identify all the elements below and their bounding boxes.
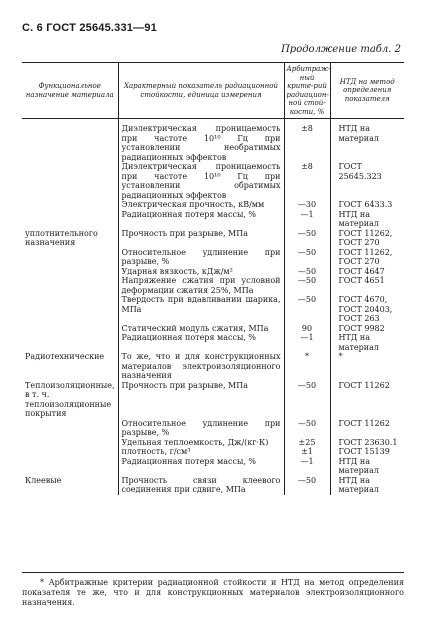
characteristic-cell: Напряжение сжатия при условной деформации сжатия 25%, МПа <box>118 276 284 295</box>
criterion-cell: —1 <box>284 333 330 352</box>
func-cell <box>22 119 118 163</box>
func-cell <box>22 419 118 438</box>
characteristic-cell: Твердость при вдавливании шарика, МПа <box>118 295 284 324</box>
table-row <box>22 276 404 295</box>
column-header-characteristic: Характерный показатель радиационной стойкости, единица измерения <box>118 63 284 119</box>
criterion-cell: —50 <box>284 295 330 324</box>
func-cell: Теплоизоляционные, в т. ч. теплоизоляционные покрытия <box>22 381 118 419</box>
func-cell <box>22 276 118 295</box>
criterion-cell: * <box>284 352 330 381</box>
criterion-cell: —30 <box>284 200 330 210</box>
characteristic-cell: Электрическая прочность, кВ/мм <box>118 200 284 210</box>
table-row <box>22 295 404 324</box>
characteristic-cell: Ударная вязкость, кДж/м² <box>118 267 284 277</box>
page-header: С. 6 ГОСТ 25645.331—91 <box>22 22 157 34</box>
table-row <box>22 447 404 457</box>
table-body <box>22 119 404 495</box>
ntd-cell: ГОСТ 15139 <box>338 447 390 456</box>
ntd-cell: * <box>338 352 343 361</box>
func-cell <box>22 447 118 457</box>
table-row <box>22 333 404 352</box>
ntd-cell: НТД на материал <box>338 475 379 494</box>
characteristic-cell: Прочность при разрыве, МПа <box>118 381 284 419</box>
ntd-cell: ГОСТ 11262, ГОСТ 270 <box>338 228 393 247</box>
characteristic-cell: Статический модуль сжатия, МПа <box>118 324 284 334</box>
characteristic-cell: Относительное удлинение при разрыве, % <box>118 248 284 267</box>
table-row <box>22 267 404 277</box>
ntd-cell: НТД на материал <box>338 456 379 475</box>
characteristic-cell: Прочность при разрыве, МПа <box>118 229 284 248</box>
ntd-cell: ГОСТ 9982 <box>338 323 385 333</box>
characteristic-cell: Диэлектрическая проницаемость при частоте 10¹⁰ Гц при установлении необратимых радиационных эффектов <box>118 119 284 163</box>
func-cell <box>22 200 118 210</box>
ntd-cell: ГОСТ 4647 <box>338 266 385 276</box>
func-cell <box>22 248 118 267</box>
func-cell <box>22 324 118 334</box>
characteristic-cell: плотность, г/см³ <box>118 447 284 457</box>
characteristic-cell: Диэлектрическая проницаемость при частоте 10¹⁰ Гц при установлении обратимых радиационных эффектов <box>118 162 284 200</box>
table-row <box>22 162 404 200</box>
ntd-cell: НТД на материал <box>338 124 379 143</box>
criterion-cell: —1 <box>284 457 330 476</box>
func-cell <box>22 457 118 476</box>
criterion-cell: ±25 <box>284 438 330 448</box>
func-cell <box>22 210 118 229</box>
characteristic-cell: Радиационная потеря массы, % <box>118 333 284 352</box>
table-row <box>22 352 404 381</box>
func-cell <box>22 438 118 448</box>
ntd-cell: ГОСТ 25645.323 <box>338 162 382 181</box>
table-row <box>22 457 404 476</box>
ntd-cell: ГОСТ 6433.3 <box>338 200 393 209</box>
table-row <box>22 248 404 267</box>
func-cell: Радиотехнические <box>22 352 118 381</box>
func-cell <box>22 333 118 352</box>
criterion-cell: ±8 <box>284 162 330 200</box>
characteristic-cell: Радиационная потеря массы, % <box>118 457 284 476</box>
func-cell: уплотнительного назначения <box>22 229 118 248</box>
table-row <box>22 229 404 248</box>
criterion-cell: ±8 <box>284 119 330 163</box>
characteristic-cell: Прочность связи клеевого соединения при сдвиге, МПа <box>118 476 284 495</box>
ntd-cell: НТД на материал <box>338 333 379 352</box>
ntd-cell: ГОСТ 4651 <box>338 276 385 285</box>
table-row <box>22 419 404 438</box>
func-cell: Клеевые <box>22 476 118 495</box>
ntd-cell: ГОСТ 4670, ГОСТ 20403, ГОСТ 263 <box>338 295 393 323</box>
footnote: * Арбитражные критерии радиационной стойкости и НТД на метод определения показателя те же, что и для конструкционных материалов электроизоляционного назначения. <box>22 578 404 607</box>
criterion-cell: —1 <box>284 210 330 229</box>
table-continuation-label: Продолжение табл. 2 <box>281 44 401 55</box>
column-header-criterion: Арбитраж-ный крите-рий радиацион-ной стой-кости, % <box>284 63 330 119</box>
ntd-cell: ГОСТ 11262, ГОСТ 270 <box>338 247 393 266</box>
func-cell <box>22 162 118 200</box>
characteristic-cell: То же, что и для конструкционных материалов электроизоляционного назначения <box>118 352 284 381</box>
criterion-cell: —50 <box>284 267 330 277</box>
criterion-cell: —50 <box>284 276 330 295</box>
table-row <box>22 324 404 334</box>
ntd-cell: НТД на материал <box>338 209 379 228</box>
ntd-cell: ГОСТ 11262 <box>338 380 390 390</box>
criterion-cell: —50 <box>284 419 330 438</box>
table-header-row <box>22 63 404 119</box>
characteristic-cell: Относительное удлинение при разрыве, % <box>118 419 284 438</box>
ntd-cell: ГОСТ 23630.1 <box>338 437 398 447</box>
column-header-function: Функциональное назначение материала <box>22 63 118 119</box>
table-row <box>22 119 404 163</box>
column-header-ntd: НТД на метод определения показателя <box>330 63 404 119</box>
standards-table <box>22 62 404 495</box>
characteristic-cell: Радиационная потеря массы, % <box>118 210 284 229</box>
table-row <box>22 476 404 495</box>
footnote-divider <box>22 572 404 573</box>
table-row <box>22 200 404 210</box>
criterion-cell: —50 <box>284 248 330 267</box>
criterion-cell: —50 <box>284 381 330 419</box>
criterion-cell: 90 <box>284 324 330 334</box>
ntd-cell: ГОСТ 11262 <box>338 418 390 428</box>
table-row <box>22 438 404 448</box>
criterion-cell: —50 <box>284 229 330 248</box>
characteristic-cell: Удельная теплоемкость, Дж/(кг·К) <box>118 438 284 448</box>
func-cell <box>22 295 118 324</box>
criterion-cell: —50 <box>284 476 330 495</box>
table-row <box>22 381 404 419</box>
table-row <box>22 210 404 229</box>
criterion-cell: ±1 <box>284 447 330 457</box>
func-cell <box>22 267 118 277</box>
